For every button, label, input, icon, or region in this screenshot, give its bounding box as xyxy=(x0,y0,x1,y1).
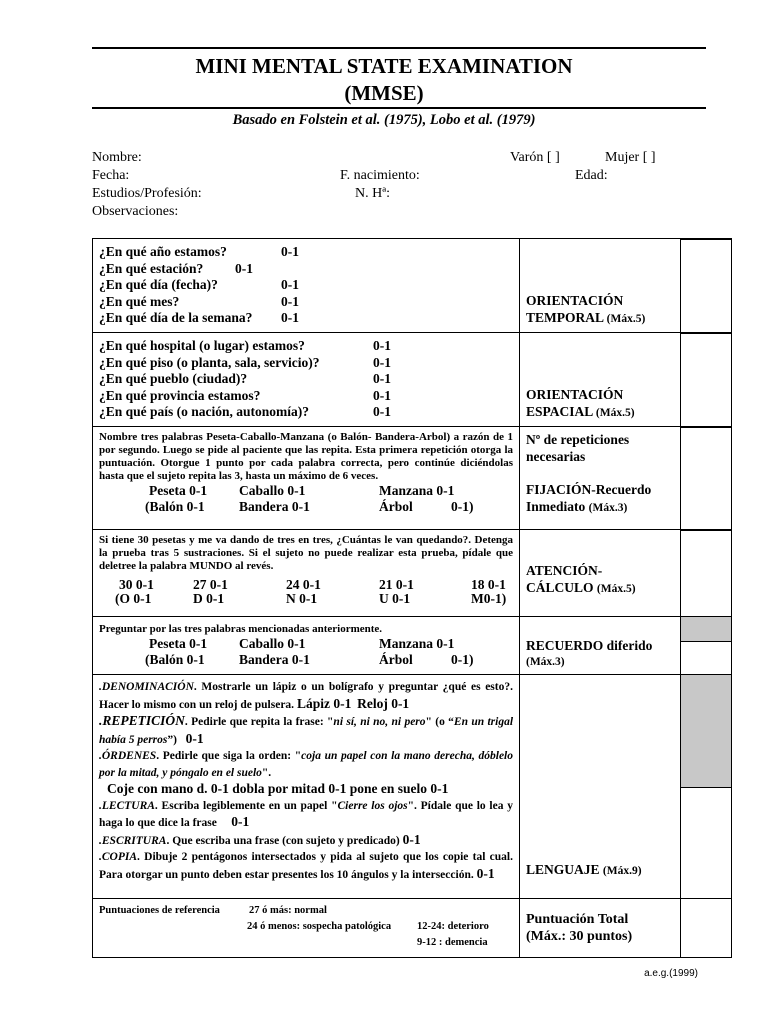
section-total xyxy=(93,899,732,958)
section-orientacion-temporal xyxy=(93,239,732,333)
score-box[interactable] xyxy=(681,641,731,642)
field-observaciones: Observaciones: xyxy=(92,204,179,219)
question-row: ¿En qué estación? 0-1 xyxy=(99,260,253,276)
label-orientacion-espacial: ORIENTACIÓN ESPACIAL (Máx.5) xyxy=(526,387,635,419)
section-atencion xyxy=(93,530,732,617)
question-row: ¿En qué día de la semana? 0-1 xyxy=(99,310,299,325)
lenguaje-items xyxy=(93,675,519,883)
question-row: ¿En qué pueblo (ciudad)? 0-1 xyxy=(99,371,391,386)
label-total: Puntuación Total (Máx.: 30 puntos) xyxy=(526,912,633,944)
recuerdo-instructions: Preguntar por las tres palabras mencionadas anteriormente. xyxy=(99,623,383,635)
item-ordenes: .ÓRDENES. Pedirle que siga la orden: "coja un papel con la mano derecha, dóblelo por la mitad, y póngalo en el suelo". xyxy=(99,750,513,779)
label-orientacion-temporal: ORIENTACIÓN TEMPORAL (Máx.5) xyxy=(526,293,646,325)
question-row: ¿En qué provincia estamos? 0-1 xyxy=(99,387,391,403)
question-row: ¿En qué hospital (o lugar) estamos? 0-1 xyxy=(99,338,391,353)
item-denominacion: .DENOMINACIÓN. Mostrarle un lápiz o un bolígrafo y preguntar ¿qué es esto?. Hacer lo mismo con un reloj de pulsera. Lápiz 0-1 Reloj 0-1 xyxy=(99,681,513,711)
espacial-questions xyxy=(93,333,519,421)
field-nh: N. Hª: xyxy=(355,186,390,201)
subtitle: Basado en Folstein et al. (1975), Lobo et al. (1979) xyxy=(232,112,536,128)
total-score-box[interactable] xyxy=(681,899,732,958)
question-row: ¿En qué día (fecha)? 0-1 xyxy=(99,277,299,292)
question-row: ¿En qué piso (o planta, sala, servicio)? 0-1 xyxy=(99,354,391,370)
recuerdo-words: Peseta 0-1 Caballo 0-1 Manzana 0-1 (Balón 0-1 Bandera 0-1 Árbol 0-1) xyxy=(145,636,474,667)
label-atencion: ATENCIÓN- CÁLCULO (Máx.5) xyxy=(526,563,636,595)
score-box[interactable] xyxy=(681,333,731,334)
reference-scores: Puntuaciones de referencia 27 ó más: normal 24 ó menos: sospecha patológica 12-24: deterioro 9-12 : demencia xyxy=(99,905,489,948)
field-edad: Edad: xyxy=(575,168,608,183)
fijacion-words: Peseta 0-1 Caballo 0-1 Manzana 0-1 (Balón 0-1 Bandera 0-1 Árbol 0-1) xyxy=(145,483,474,514)
score-box[interactable] xyxy=(681,239,731,240)
section-recuerdo xyxy=(93,617,732,675)
score-box[interactable] xyxy=(681,427,731,428)
question-row: ¿En qué mes? 0-1 xyxy=(99,293,299,309)
page-title: MINI MENTAL STATE EXAMINATION xyxy=(195,54,573,78)
question-row: ¿En qué país (o nación, autonomía)? 0-1 xyxy=(99,404,391,419)
score-box-shaded xyxy=(681,675,731,787)
label-lenguaje: LENGUAJE (Máx.9) xyxy=(526,862,642,877)
item-copia: .COPIA. Dibuje 2 pentágonos intersectados y pida al sujeto que los copie tal cual. Para otorgar un punto deben estar presentes los 10 ángulos y la intersección. 0-1 xyxy=(99,851,513,881)
page-title-abbrev: (MMSE) xyxy=(344,81,424,105)
section-fijacion xyxy=(93,427,732,530)
field-f-nacimiento: F. nacimiento: xyxy=(340,168,420,183)
temporal-questions xyxy=(93,239,519,327)
label-fijacion: Nº de repeticiones necesarias FIJACIÓN-Recuerdo Inmediato (Máx.3) xyxy=(526,432,652,514)
item-escritura: .ESCRITURA. Que escriba una frase (con sujeto y predicado) 0-1 xyxy=(99,831,421,847)
score-box[interactable] xyxy=(681,787,731,788)
top-rule xyxy=(92,47,706,49)
field-mujer: Mujer [ ] xyxy=(605,150,656,165)
score-box[interactable] xyxy=(681,530,731,531)
field-nombre: Nombre: xyxy=(92,150,142,165)
label-recuerdo: RECUERDO diferido (Máx.3) xyxy=(526,638,653,668)
atencion-series: 30 0-1 27 0-1 24 0-1 21 0-1 18 0-1 (O 0-1 D 0-1 N 0-1 U 0-1 M0-1) xyxy=(115,577,507,606)
field-fecha: Fecha: xyxy=(92,168,130,183)
score-box-shaded xyxy=(681,617,731,641)
item-repeticion: .REPETICIÓN. Pedirle que repita la frase: "ni sí, ni no, ni pero" (o “En un trigal había 5 perros”) 0-1 xyxy=(99,713,514,746)
field-estudios: Estudios/Profesión: xyxy=(92,186,202,201)
atencion-instructions: Si tiene 30 pesetas y me va dando de tres en tres, ¿Cuántas le van quedando?. Detenga la prueba tras 5 sustraciones. Si el sujeto no puede realizar esta prueba, pídale que deletree la palabra MUNDO al revés. xyxy=(99,534,513,572)
mmse-table xyxy=(92,238,732,958)
section-orientacion-espacial xyxy=(93,333,732,427)
author-signature: a.e.g.(1999) xyxy=(644,968,698,979)
ordenes-scores: Coje con mano d. 0-1 dobla por mitad 0-1 pone en suelo 0-1 xyxy=(107,781,449,796)
question-row: ¿En qué año estamos? 0-1 xyxy=(99,244,299,259)
title-rule xyxy=(92,107,706,109)
item-lectura: .LECTURA. Escriba legiblemente en un papel "Cierre los ojos". Pídale que lo lea y haga lo que dice la frase 0-1 xyxy=(99,799,513,829)
field-varon: Varón [ ] xyxy=(510,150,560,165)
section-lenguaje xyxy=(93,675,732,899)
fijacion-instructions: Nombre tres palabras Peseta-Caballo-Manzana (o Balón- Bandera-Arbol) a razón de 1 por segundo. Luego se pide al paciente que las repita. Esta primera repetición otorga la puntuación. Otorgue 1 punto por cada palabra correcta, pero continúe diciéndolas hasta que el sujeto repita las 3, hasta un máximo de 6 veces. xyxy=(99,431,513,482)
